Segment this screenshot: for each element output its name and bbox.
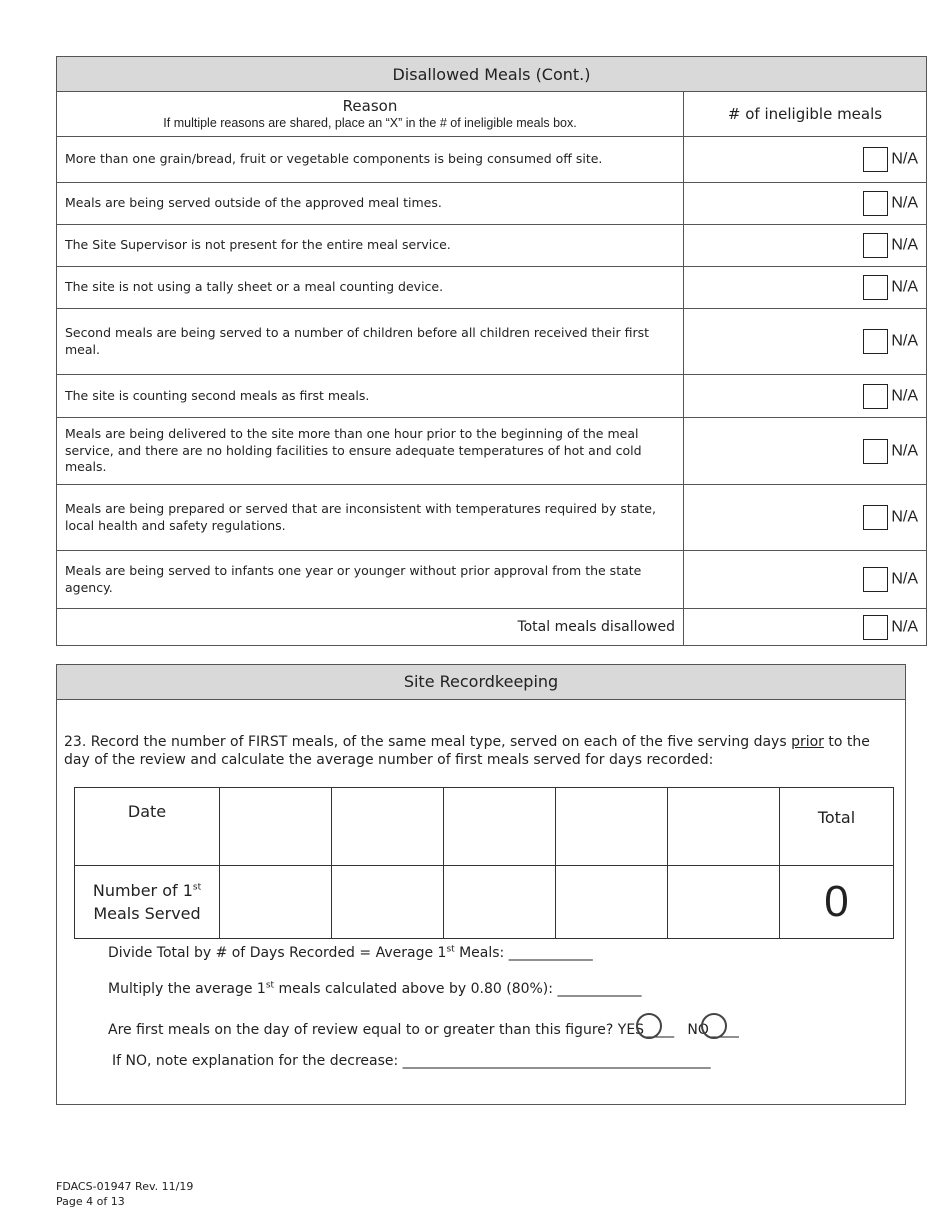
meals-cell-3[interactable] [444, 866, 556, 939]
ineligible-count-value: N/A [891, 442, 918, 459]
ineligible-count-box[interactable] [863, 147, 888, 172]
site-recordkeeping-title: Site Recordkeeping [57, 665, 905, 700]
comparison-question [108, 1017, 739, 1043]
table-row [57, 551, 927, 609]
reason-note: If multiple reasons are shared, place an “X” in the # of ineligible meals box. [163, 115, 577, 130]
yes-blank: ____ [646, 1022, 675, 1038]
table-row [57, 183, 927, 225]
reason-text: The site is not using a tally sheet or a meal counting device. [57, 267, 684, 309]
no-blank: ____ [710, 1022, 739, 1038]
reason-text: The Site Supervisor is not present for the entire meal service. [57, 225, 684, 267]
page-number: Page 4 of 13 [56, 1195, 125, 1208]
q23-prior: prior [791, 734, 824, 750]
first-meals-table [74, 787, 894, 939]
q23-text-end: to the day of the review and calculate the average number of first meals served for days recorded: [64, 734, 870, 768]
table-row [57, 309, 927, 375]
q23-text-start: 23. Record the number of FIRST meals, of the same meal type, served on each of the five serving days [64, 734, 792, 750]
site-recordkeeping-section [56, 664, 906, 1105]
ineligible-count-box[interactable] [863, 191, 888, 216]
meals-served-label-a: Number of 1 [92, 881, 193, 900]
date-row [75, 788, 894, 866]
table-row [57, 485, 927, 551]
ineligible-count-header: # of ineligible meals [684, 92, 927, 137]
disallowed-meals-table [56, 56, 927, 646]
average-line-a: Divide Total by # of Days Recorded = Average 1 [108, 945, 447, 961]
multiply-line [108, 981, 641, 997]
multiply-line-b: meals calculated above by 0.80 (80%): ____________ [274, 981, 642, 997]
date-cell-2[interactable] [332, 788, 444, 866]
total-disallowed-box[interactable] [863, 615, 888, 640]
reason-text: Meals are being served outside of the approved meal times. [57, 183, 684, 225]
average-line-b: Meals: ____________ [454, 945, 593, 961]
table-row [57, 375, 927, 418]
meals-cell-4[interactable] [556, 866, 668, 939]
question-23 [64, 733, 894, 769]
meals-total-value: 0 [780, 866, 894, 939]
reason-text: Second meals are being served to a number of children before all children received their first meal. [57, 309, 684, 375]
footer [56, 1179, 193, 1209]
meals-served-label [75, 866, 220, 939]
ineligible-count-box[interactable] [863, 567, 888, 592]
date-label: Date [75, 788, 220, 866]
ineligible-count-value: N/A [891, 278, 918, 296]
form-id: FDACS-01947 Rev. 11/19 [56, 1180, 194, 1193]
ineligible-count-value: N/A [891, 194, 918, 212]
reason-text: Meals are being served to infants one year or younger without prior approval from the state agency. [57, 551, 684, 609]
average-line-sup: st [446, 944, 455, 955]
ineligible-count-value: N/A [891, 570, 918, 588]
yes-radio[interactable] [636, 1013, 662, 1039]
explanation-line[interactable]: If NO, note explanation for the decrease: ____________________________________________ [112, 1053, 711, 1069]
no-label: NO [687, 1022, 709, 1038]
ineligible-count-box[interactable] [863, 233, 888, 258]
meals-served-label-sup: st [192, 882, 202, 893]
total-disallowed-label: Total meals disallowed [57, 609, 684, 646]
reason-text: The site is counting second meals as first meals. [57, 375, 684, 418]
reason-text: Meals are being prepared or served that are inconsistent with temperatures required by state, local health and safety regulations. [57, 485, 684, 551]
comparison-question-text: Are first meals on the day of review equal to or greater than this figure? [108, 1022, 618, 1038]
ineligible-count-box[interactable] [863, 384, 888, 409]
multiply-line-a: Multiply the average 1 [108, 981, 266, 997]
multiply-line-sup: st [265, 980, 275, 991]
ineligible-count-value: N/A [891, 387, 918, 404]
ineligible-count-box[interactable] [863, 505, 888, 530]
meals-cell-1[interactable] [220, 866, 332, 939]
ineligible-count-box[interactable] [863, 329, 888, 354]
table-row [57, 418, 927, 485]
date-cell-1[interactable] [220, 788, 332, 866]
meals-cell-2[interactable] [332, 866, 444, 939]
ineligible-count-value: N/A [891, 236, 918, 254]
average-line [108, 945, 593, 961]
total-disallowed-value: N/A [891, 618, 918, 635]
yes-label: YES [617, 1022, 645, 1038]
total-row [57, 609, 927, 646]
disallowed-meals-title: Disallowed Meals (Cont.) [57, 57, 927, 92]
meals-cell-5[interactable] [668, 866, 780, 939]
meals-served-row [75, 866, 894, 939]
table-row [57, 225, 927, 267]
ineligible-count-value: N/A [891, 332, 918, 350]
ineligible-count-box[interactable] [863, 275, 888, 300]
reason-text: More than one grain/bread, fruit or vegetable components is being consumed off site. [57, 137, 684, 183]
reason-header: Reason [342, 96, 398, 115]
ineligible-count-value: N/A [891, 508, 918, 526]
reason-header-cell [57, 92, 684, 137]
meals-served-label-b: Meals Served [93, 904, 201, 923]
reason-text: Meals are being delivered to the site more than one hour prior to the beginning of the meal service, and there are no holding facilities to ensure adequate temperatures of hot and cold meals. [57, 418, 684, 485]
total-label: Total [780, 788, 894, 866]
table-row [57, 137, 927, 183]
no-radio[interactable] [701, 1013, 727, 1039]
ineligible-count-box[interactable] [863, 439, 888, 464]
ineligible-count-value: N/A [891, 150, 918, 168]
date-cell-5[interactable] [668, 788, 780, 866]
date-cell-3[interactable] [444, 788, 556, 866]
date-cell-4[interactable] [556, 788, 668, 866]
table-row [57, 267, 927, 309]
